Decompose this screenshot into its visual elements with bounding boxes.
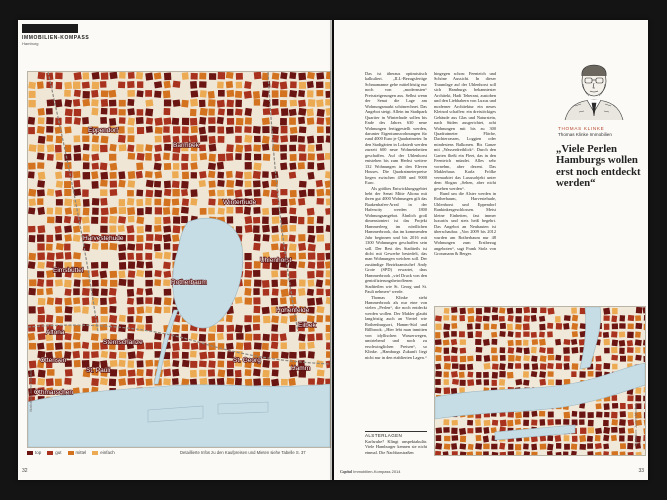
- legend-label: einfach: [100, 450, 115, 455]
- district-label: Sternschanze: [103, 339, 143, 346]
- legend-label: mittel: [75, 450, 87, 455]
- legend-swatch: [47, 451, 53, 455]
- district-label: Harvestehude: [83, 235, 124, 242]
- legend-item-top: [27, 450, 41, 455]
- district-label: Eppendorf: [88, 127, 118, 134]
- water-body: [218, 402, 268, 414]
- legend-label: gut: [55, 450, 62, 455]
- paragraph: hingegen schon: Feenteich und Schöne Aussicht. In dieser Traumlage auf der Uhlenhorst soll sich Hamburgs bekanntester Architekt, Hadi Teherani, austoben und den Liebhabern von Luxus und moderner Architektur ein neues Kleinod schaffen: ein dreistöckiges Gebäude aus Glas und Naturstein, nach Süden ausgerichtet, acht Wohnungen mit bis zu 300 Quadratmeter Fläche, Dachterrassen, Loggien oder mindestens Balkonen. Bis Ganze mit „Wasserdreiblick“. Durch den Garten fließt ein Fleet, das in den Feenteich mündet. Alles sehr vornehm, aber dezent. Das Maklerhaus Karla Frölke vermarktet das Luxusobjekt unter dem Slogan „Sehen, aber nicht gesehen werden“.: [434, 71, 496, 191]
- legend-item-einfach: [92, 450, 115, 455]
- paragraph: Rund um die Alster werden in Rotherbaum, Harvestehude, Uhlenhorst und Eppendorf Rankinkesgeschlossen. Meist kleine Einheiten, fast immer luxuriös und stets heiß begehrt. Das Angebot an Neubauten ist überschaubar. „Von 2009 bis 2012 wurden am Rotherbaum nur 48 Wohnungen zum Erstbezug angeboten“, sagt Frank Stolz von Grossmann & Berger.: [434, 190, 496, 256]
- district-label: Hohenfelde: [276, 307, 310, 314]
- article-column-1: [365, 71, 427, 429]
- pull-quote: „Viele Perlen Hamburgs wollen erst noch entdeckt werden“: [556, 143, 641, 189]
- district-label: Barmbek: [173, 142, 200, 149]
- article-column-2: [434, 71, 496, 301]
- hamburg-price-map: [27, 71, 331, 448]
- byline-name: THOMAS KLINKE: [558, 126, 605, 131]
- map-credit: Illustration: Jochen Monfort: [29, 369, 33, 412]
- byline-role: Thomas Klinke Immobilien: [558, 132, 612, 137]
- district-label: Ottensen: [40, 357, 67, 364]
- legend-item-mittel: [68, 450, 87, 455]
- district-label: St. Pauli: [86, 367, 111, 374]
- legend-item-gut: [47, 450, 61, 455]
- rail-line: [48, 72, 98, 332]
- paragraph: Thomas Klinke sieht Hammerbrook als nur eine von vielen „Perlen“, die noch entdeckt werden wollen. Der Makler glaubt langfristig auch an Viertel wie Rothenburgsort, Hamm-Süd und Billbrook. „Hier lebt man inmitten von idyllischen Wasserwegen, umtriebend und noch zu erschwinglichen Preisen“, so Klinke. „Hamburgs Zukunft liegt nicht nur in den etablierten Lagen.“: [365, 294, 427, 360]
- district-label: St. Georg: [233, 357, 261, 364]
- magazine-name: Capital: [340, 469, 353, 474]
- section-bar: [22, 24, 78, 33]
- district-label: Eimsbüttel: [53, 267, 84, 274]
- district-label: Uhlenhorst: [260, 257, 292, 264]
- map-legend: [27, 450, 115, 455]
- district-label: Altona: [46, 329, 65, 336]
- section-title: IMMOBILIEN-KOMPASS: [22, 35, 90, 41]
- legend-note: Detaillierte Infos zu den Kaufpreisen und Mieten siehe Tabelle S. 37: [180, 450, 306, 455]
- detail-map-canvas: [435, 307, 645, 455]
- page-number-right: 33: [638, 468, 644, 474]
- paragraph: Als größtes Entwicklungsgebiet hebt der Senat Mitte Altona mit ihren gut 4000 Wohnungen gilt das Baakenhafen-Areal in der Hafencity werden 1800 Wohnungsangebot. Ähnlich groß dimensioniert ist das Projekt Hammerleeg im nördlichen Hammerbrook, das im kommenden Jahr beginnen und bis 2016 mit 1300 Wohnungen geschaffen sein soll. Der Rest des Stadtteils ist dicht mit Gewerbe besiedelt, das man Wohnungen weichen soll. Der zuständige Bezirksamtschef Andy Grote (SPD) erwartet, dass Hammerbrook „viel Druck von den gentrifizierungsbetroffenen Stadtteilen wie St. Georg und St. Pauli nehmen“ werde.: [365, 185, 427, 295]
- district-label: Othmarschen: [34, 389, 74, 396]
- legend-label: top: [35, 450, 42, 455]
- paragraph: Karlsruhe? Klingt unspektakulär. Viele Hamburger kennen sie nicht einmal. Die Nachbarstraßen: [365, 439, 427, 455]
- subheading-alsterlagen: ALSTERLAGEN: [365, 431, 427, 438]
- page-footer: [340, 469, 401, 474]
- district-label: Eilbek: [298, 322, 316, 329]
- portrait-illustration: [561, 56, 627, 120]
- map-canvas: [28, 72, 330, 447]
- water-body: [435, 363, 645, 419]
- alster-detail-map: [434, 306, 646, 456]
- left-page: [18, 20, 332, 480]
- district-label: Winterhude: [223, 199, 257, 206]
- issue-name: Immobilien-Kompass 2014: [353, 469, 401, 474]
- section-city: Hamburg: [22, 41, 39, 46]
- district-label: Rotherbaum: [171, 279, 207, 286]
- paragraph: Das ist überaus optimistisch kalkuliert. „ILL-Bezugsfertige Schmamanne gehe mittelfristig nur noch von „modernsten“ Preissteigerungen aus. Selbst wenn der Senat die Lage am Wohnungsmarkt schönrechnet. Das Angebot steigt. Allein im Stadtpark Quartier in Winterhude sollen bis Ende des Jahres 630 neue Wohnungen fertiggestellt werden, darunter Eigentumswohnungen für rund 4000 Euro je Quadratmeter. In den Stadtgärten in Lokstedt werden zurzeit 600 neue Wohneinheiten geschaffen. Auf der Uhlenhorst entstehen bis zum Herbst weitere 132 Wohnungen in den Eleven Houses. Die Quadratmeterpreise liegen zwischen 4500 und 9000 Euro.: [365, 71, 427, 186]
- detail-map-credit: Illustration: Jochen Monfort: [634, 403, 638, 446]
- legend-swatch: [68, 451, 74, 455]
- right-page: [334, 20, 648, 480]
- legend-swatch: [27, 451, 33, 455]
- page-number-left: 32: [22, 468, 28, 474]
- district-label: Hamm: [291, 365, 311, 372]
- legend-swatch: [92, 451, 98, 455]
